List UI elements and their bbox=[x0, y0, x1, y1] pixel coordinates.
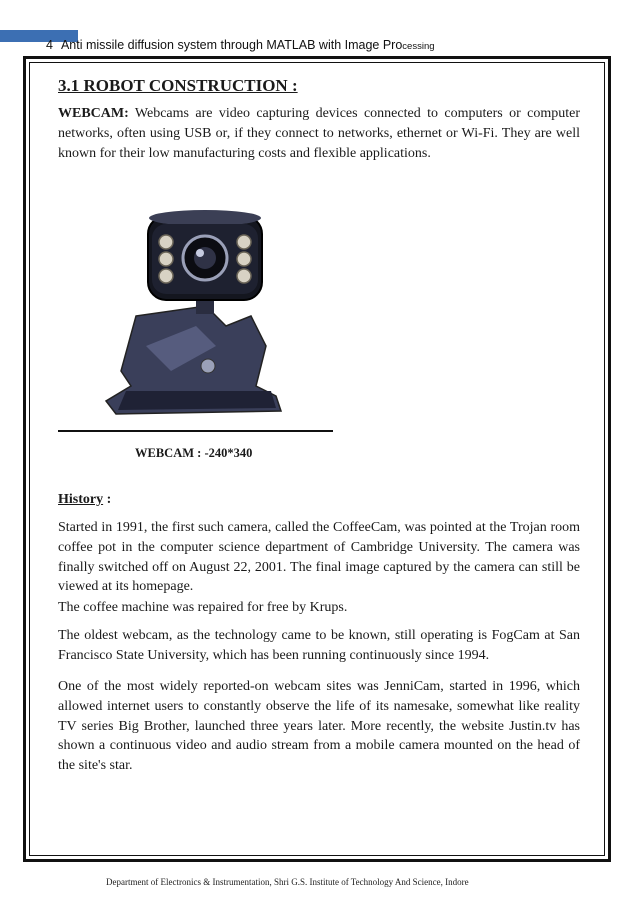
webcam-text: Webcams are video capturing devices connected to computers or computer networks, often using USB or, if they connect to networks, ethernet or Wi-Fi. They are well known for their low manufacturing costs and flexible applications. bbox=[58, 106, 580, 161]
webcam-label: WEBCAM: bbox=[58, 106, 129, 121]
header-title: Anti missile diffusion system through MATLAB with Image Pro bbox=[60, 38, 403, 52]
header-title-tail: cessing bbox=[402, 41, 435, 52]
webcam-paragraph bbox=[58, 104, 580, 163]
figure-rule bbox=[58, 430, 333, 432]
history-heading-line bbox=[58, 492, 111, 508]
history-paragraph-1: Started in 1991, the first such camera, called the CoffeeCam, was pointed at the Trojan room coffee pot in the computer science department of Cambridge University. The camera was finally switched off on August 22, 2001. The final image captured by the camera can still be viewed at its homepage. bbox=[58, 520, 580, 595]
page-footer: Department of Electronics & Instrumentation, Shri G.S. Institute of Technology And Science, Indore bbox=[106, 877, 469, 887]
history-heading: History bbox=[58, 492, 104, 507]
history-paragraph-3: The oldest webcam, as the technology came to be known, still operating is FogCam at San Francisco State University, which has been running continuously since 1994. bbox=[58, 628, 580, 663]
figure-caption: WEBCAM : -240*340 bbox=[135, 446, 253, 460]
history-paragraph-2: The coffee machine was repaired for free by Krups. bbox=[58, 600, 348, 615]
history-colon: : bbox=[103, 492, 112, 507]
webcam-icon bbox=[76, 196, 326, 424]
history-paragraph-4: One of the most widely reported-on webcam sites was JenniCam, started in 1996, which allowed internet users to constantly observe the life of its namesake, somewhat like reality TV series Big Brother, launched three years later. More recently, the website Justin.tv has shown a continuous video and audio stream from a mobile camera mounted on the head of the site's star. bbox=[58, 679, 580, 774]
page-header bbox=[46, 38, 435, 52]
section-title: 3.1 ROBOT CONSTRUCTION : bbox=[58, 76, 298, 95]
page-number: 4 bbox=[46, 38, 53, 52]
